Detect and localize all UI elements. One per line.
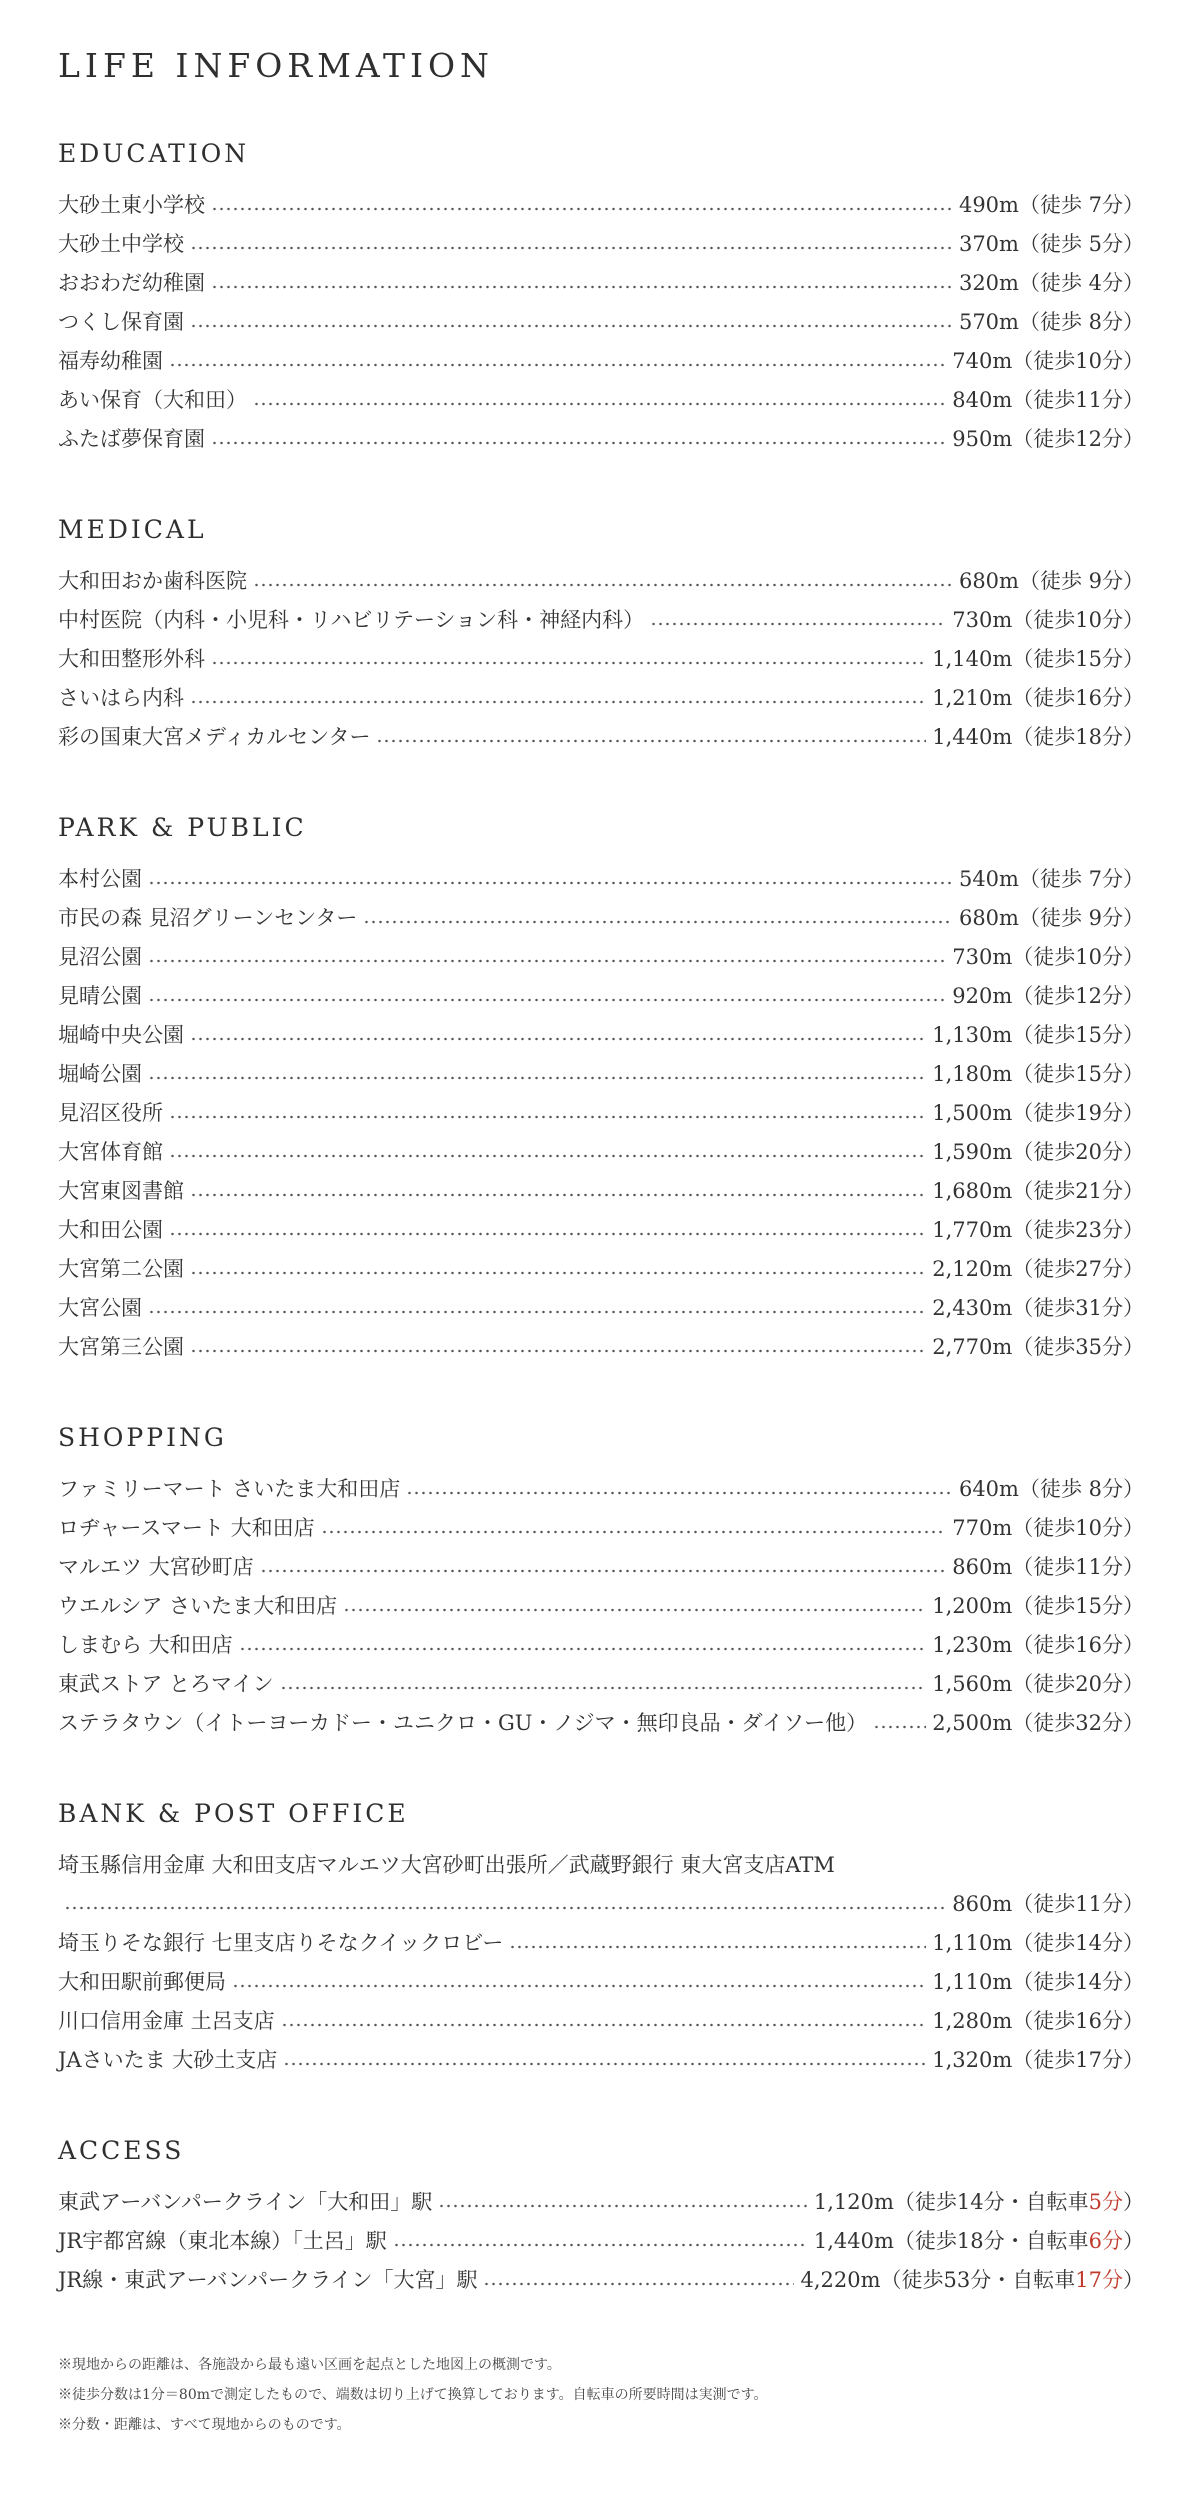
facility-walk-time: （徒歩12分） (1012, 427, 1144, 451)
facility-distance: 320m (958, 271, 1019, 295)
facility-walk-time: （徒歩10分） (1012, 608, 1144, 632)
dot-leader (253, 583, 953, 587)
facility-distance: 2,120m (932, 1257, 1013, 1281)
facility-walk-time: （徒歩15分） (1012, 1594, 1144, 1618)
dot-leader (406, 1491, 953, 1495)
facility-name: 市民の森 見沼グリーンセンター (58, 906, 358, 930)
facility-name: 東武ストア とろマイン (58, 1672, 274, 1696)
facility-list (58, 1885, 1144, 2080)
facility-name: 大宮第二公園 (58, 1257, 184, 1281)
facility-walk-time: （徒歩14分） (1012, 1931, 1144, 1955)
facility-walk-time: （徒歩21分） (1012, 1179, 1144, 1203)
facility-row (58, 938, 1144, 977)
facility-row (58, 601, 1144, 640)
facility-name: つくし保育園 (58, 310, 184, 334)
facility-name: 見晴公園 (58, 984, 142, 1008)
station-name: JR線・東武アーバンパークライン「大宮」駅 (58, 2268, 478, 2292)
facility-row (58, 303, 1144, 342)
facility-walk-time: （徒歩31分） (1012, 1296, 1144, 1320)
dot-leader (190, 246, 953, 250)
dot-leader (148, 1310, 926, 1314)
facility-distance: 740m (952, 349, 1013, 373)
dot-leader (211, 285, 953, 289)
dot-leader (343, 1608, 926, 1612)
station-time-close: ） (1123, 2229, 1144, 2253)
facility-name: 大和田公園 (58, 1218, 163, 1242)
station-bike-time: 6分 (1088, 2229, 1123, 2253)
section-education (58, 139, 1144, 459)
facility-row (58, 1924, 1144, 1963)
facility-list (58, 186, 1144, 459)
dot-leader (169, 363, 946, 367)
facility-name: ロヂャースマート 大和田店 (58, 1516, 315, 1540)
facility-row (58, 1885, 1144, 1924)
facility-name: 大砂土東小学校 (58, 193, 205, 217)
facility-walk-time: （徒歩11分） (1012, 1555, 1144, 1579)
facility-name: あい保育（大和田） (58, 388, 247, 412)
dot-leader (190, 1349, 926, 1353)
footnote: ※分数・距離は、すべて現地からのものです。 (58, 2417, 351, 2433)
dot-leader (483, 2282, 794, 2286)
station-bike-time: 17分 (1075, 2268, 1123, 2292)
facility-row (58, 1172, 1144, 1211)
facility-row (58, 420, 1144, 459)
facility-row (58, 899, 1144, 938)
dot-leader (376, 739, 926, 743)
facility-distance: 840m (952, 388, 1013, 412)
facility-row (58, 1094, 1144, 1133)
facility-distance: 730m (952, 608, 1013, 632)
station-name: JR宇都宮線（東北本線）「土呂」駅 (58, 2229, 387, 2253)
facility-walk-time: （徒歩11分） (1012, 388, 1144, 412)
facility-name: ウエルシア さいたま大和田店 (58, 1594, 338, 1618)
facility-walk-time: （徒歩10分） (1012, 945, 1144, 969)
facility-distance: 640m (958, 1477, 1019, 1501)
facility-distance: 1,590m (932, 1140, 1013, 1164)
facility-row (58, 1016, 1144, 1055)
dot-leader (148, 998, 946, 1002)
facility-name: 彩の国東大宮メディカルセンター (58, 725, 371, 749)
facility-name: 福寿幼稚園 (58, 349, 163, 373)
section-bank (58, 1799, 1144, 2080)
section-shopping (58, 1423, 1144, 1743)
section-medical (58, 515, 1144, 757)
station-time-close: ） (1123, 2268, 1144, 2292)
facility-name: 本村公園 (58, 867, 142, 891)
facility-name: マルエツ 大宮砂町店 (58, 1555, 254, 1579)
facility-distance: 490m (958, 193, 1019, 217)
dot-leader (211, 441, 946, 445)
facility-name: ふたば夢保育園 (58, 427, 205, 451)
facility-name: ファミリーマート さいたま大和田店 (58, 1477, 401, 1501)
dot-leader (253, 402, 946, 406)
section-access (58, 2136, 1144, 2300)
dot-leader (190, 1193, 926, 1197)
dot-leader (321, 1530, 947, 1534)
facility-walk-time: （徒歩16分） (1012, 686, 1144, 710)
facility-distance: 1,680m (932, 1179, 1013, 1203)
facility-name: ステラタウン（イトーヨーカドー・ユニクロ・GU・ノジマ・無印良品・ダイソー他） (58, 1711, 868, 1735)
access-list (58, 2183, 1144, 2300)
facility-walk-time: （徒歩 5分） (1018, 232, 1144, 256)
facility-name: 大宮第三公園 (58, 1335, 184, 1359)
facility-name: 埼玉縣信用金庫 大和田支店マルエツ大宮砂町出張所／武蔵野銀行 東大宮支店ATM (58, 1853, 835, 1877)
facility-walk-time: （徒歩19分） (1012, 1101, 1144, 1125)
facility-distance: 2,770m (932, 1335, 1013, 1359)
facility-row (58, 264, 1144, 303)
facility-distance: 920m (952, 984, 1013, 1008)
footnote: ※現地からの距離は、各施設から最も遠い区画を起点とした地図上の概測です。 (58, 2357, 561, 2373)
facility-row (58, 2002, 1144, 2041)
facility-row (58, 381, 1144, 420)
dot-leader (280, 1686, 927, 1690)
facility-name: 川口信用金庫 土呂支店 (58, 2009, 275, 2033)
facility-row (58, 718, 1144, 757)
dot-leader (148, 881, 953, 885)
facility-distance: 570m (958, 310, 1019, 334)
facility-name: 見沼区役所 (58, 1101, 163, 1125)
facility-distance: 730m (952, 945, 1013, 969)
facility-walk-time: （徒歩10分） (1012, 349, 1144, 373)
facility-distance: 2,430m (932, 1296, 1013, 1320)
station-walk-time: （徒歩53分・自転車 (880, 2268, 1076, 2292)
section-title: EDUCATION (58, 139, 250, 168)
facility-name: JAさいたま 大砂土支店 (58, 2048, 278, 2072)
facility-name: 堀崎中央公園 (58, 1023, 184, 1047)
facility-walk-time: （徒歩35分） (1012, 1335, 1144, 1359)
facility-row (58, 679, 1144, 718)
facility-name: 大和田駅前郵便局 (58, 1970, 226, 1994)
facility-name: 堀崎公園 (58, 1062, 142, 1086)
dot-leader (873, 1725, 926, 1729)
facility-name: 中村医院（内科・小児科・リハビリテーション科・神経内科） (58, 608, 645, 632)
facility-walk-time: （徒歩 9分） (1018, 569, 1144, 593)
facility-row (58, 225, 1144, 264)
dot-leader (64, 1906, 946, 1910)
facility-distance: 1,210m (932, 686, 1013, 710)
station-bike-time: 5分 (1088, 2190, 1123, 2214)
section-title: ACCESS (58, 2136, 185, 2165)
facility-distance: 1,200m (932, 1594, 1013, 1618)
dot-leader (211, 661, 926, 665)
section-title: PARK & PUBLIC (58, 813, 307, 842)
facility-distance: 770m (952, 1516, 1013, 1540)
station-name: 東武アーバンパークライン「大和田」駅 (58, 2190, 433, 2214)
station-distance: 1,440m (813, 2229, 894, 2253)
facility-row (58, 1548, 1144, 1587)
facility-distance: 1,180m (932, 1062, 1013, 1086)
dot-leader (190, 1037, 926, 1041)
dot-leader (148, 959, 946, 963)
facility-distance: 1,140m (932, 647, 1013, 671)
facility-walk-time: （徒歩11分） (1012, 1892, 1144, 1916)
facility-walk-time: （徒歩27分） (1012, 1257, 1144, 1281)
facility-row (58, 1133, 1144, 1172)
facility-name: 大宮公園 (58, 1296, 142, 1320)
station-walk-time: （徒歩18分・自転車 (893, 2229, 1089, 2253)
facility-name: おおわだ幼稚園 (58, 271, 205, 295)
facility-row (58, 1055, 1144, 1094)
facility-name: 埼玉りそな銀行 七里支店りそなクイックロビー (58, 1931, 504, 1955)
section-title: SHOPPING (58, 1423, 227, 1452)
section-title: MEDICAL (58, 515, 207, 544)
facility-row (58, 562, 1144, 601)
facility-distance: 1,320m (932, 2048, 1013, 2072)
station-time-close: ） (1123, 2190, 1144, 2214)
facility-walk-time: （徒歩12分） (1012, 984, 1144, 1008)
facility-distance: 1,110m (932, 1931, 1013, 1955)
facility-name: さいはら内科 (58, 686, 184, 710)
dot-leader (169, 1154, 926, 1158)
facility-name: 大宮体育館 (58, 1140, 163, 1164)
facility-walk-time: （徒歩 4分） (1018, 271, 1144, 295)
facility-distance: 1,110m (932, 1970, 1013, 1994)
facility-row (58, 1328, 1144, 1367)
dot-leader (393, 2243, 808, 2247)
facility-row (58, 1963, 1144, 2002)
dot-leader (260, 1569, 947, 1573)
facility-distance: 1,770m (932, 1218, 1013, 1242)
dot-leader (190, 1271, 926, 1275)
facility-distance: 1,130m (932, 1023, 1013, 1047)
station-distance: 1,120m (813, 2190, 894, 2214)
dot-leader (283, 2062, 926, 2066)
facility-row (58, 1626, 1144, 1665)
dot-leader (211, 207, 953, 211)
facility-name: 大和田整形外科 (58, 647, 205, 671)
facility-distance: 2,500m (932, 1711, 1013, 1735)
facility-row (58, 1289, 1144, 1328)
facility-walk-time: （徒歩32分） (1012, 1711, 1144, 1735)
dot-leader (148, 1076, 926, 1080)
dot-leader (169, 1115, 926, 1119)
facility-walk-time: （徒歩16分） (1012, 1633, 1144, 1657)
facility-row (58, 860, 1144, 899)
dot-leader (232, 1984, 926, 1988)
facility-distance: 1,280m (932, 2009, 1013, 2033)
facility-distance: 680m (958, 906, 1019, 930)
facility-walk-time: （徒歩 7分） (1018, 867, 1144, 891)
facility-list (58, 1470, 1144, 1743)
facility-name: 大宮東図書館 (58, 1179, 184, 1203)
dot-leader (438, 2204, 808, 2208)
station-distance: 4,220m (800, 2268, 881, 2292)
access-row (58, 2183, 1144, 2222)
facility-row (58, 1665, 1144, 1704)
dot-leader (239, 1647, 927, 1651)
facility-walk-time: （徒歩 9分） (1018, 906, 1144, 930)
facility-walk-time: （徒歩15分） (1012, 1023, 1144, 1047)
facility-distance: 680m (958, 569, 1019, 593)
facility-distance: 1,230m (932, 1633, 1013, 1657)
facility-row (58, 640, 1144, 679)
page-title: LIFE INFORMATION (58, 46, 494, 85)
dot-leader (190, 324, 953, 328)
section-park-public (58, 813, 1144, 1367)
facility-distance: 1,560m (932, 1672, 1013, 1696)
facility-distance: 950m (952, 427, 1013, 451)
dot-leader (650, 622, 946, 626)
facility-walk-time: （徒歩20分） (1012, 1140, 1144, 1164)
facility-walk-time: （徒歩14分） (1012, 1970, 1144, 1994)
facility-distance: 860m (952, 1892, 1013, 1916)
facility-walk-time: （徒歩20分） (1012, 1672, 1144, 1696)
facility-row (58, 186, 1144, 225)
section-title: BANK & POST OFFICE (58, 1799, 409, 1828)
facility-row (58, 1250, 1144, 1289)
facility-list (58, 562, 1144, 757)
footnotes (58, 2350, 1144, 2440)
facility-walk-time: （徒歩10分） (1012, 1516, 1144, 1540)
info-sections (58, 139, 1144, 1743)
facility-name: しまむら 大和田店 (58, 1633, 233, 1657)
facility-walk-time: （徒歩 7分） (1018, 193, 1144, 217)
facility-distance: 1,500m (932, 1101, 1013, 1125)
footnote: ※徒歩分数は1分＝80mで測定したもので、端数は切り上げて換算しております。自転車の所要時間は実測です。 (58, 2387, 768, 2403)
facility-distance: 540m (958, 867, 1019, 891)
facility-row (58, 1587, 1144, 1626)
facility-list (58, 860, 1144, 1367)
facility-walk-time: （徒歩17分） (1012, 2048, 1144, 2072)
facility-row (58, 1704, 1144, 1743)
facility-name: 大和田おか歯科医院 (58, 569, 247, 593)
facility-walk-time: （徒歩15分） (1012, 647, 1144, 671)
facility-distance: 370m (958, 232, 1019, 256)
facility-row (58, 342, 1144, 381)
facility-row (58, 1211, 1144, 1250)
facility-row (58, 1470, 1144, 1509)
facility-name: 見沼公園 (58, 945, 142, 969)
dot-leader (169, 1232, 926, 1236)
dot-leader (509, 1945, 926, 1949)
facility-distance: 1,440m (932, 725, 1013, 749)
station-walk-time: （徒歩14分・自転車 (893, 2190, 1089, 2214)
facility-walk-time: （徒歩18分） (1012, 725, 1144, 749)
access-row (58, 2261, 1144, 2300)
facility-name: 大砂土中学校 (58, 232, 184, 256)
facility-distance: 860m (952, 1555, 1013, 1579)
facility-row (58, 977, 1144, 1016)
dot-leader (190, 700, 926, 704)
access-row (58, 2222, 1144, 2261)
facility-walk-time: （徒歩15分） (1012, 1062, 1144, 1086)
dot-leader (363, 920, 953, 924)
dot-leader (281, 2023, 927, 2027)
facility-walk-time: （徒歩 8分） (1018, 310, 1144, 334)
facility-row (58, 2041, 1144, 2080)
facility-walk-time: （徒歩 8分） (1018, 1477, 1144, 1501)
facility-row (58, 1509, 1144, 1548)
facility-walk-time: （徒歩16分） (1012, 2009, 1144, 2033)
facility-walk-time: （徒歩23分） (1012, 1218, 1144, 1242)
